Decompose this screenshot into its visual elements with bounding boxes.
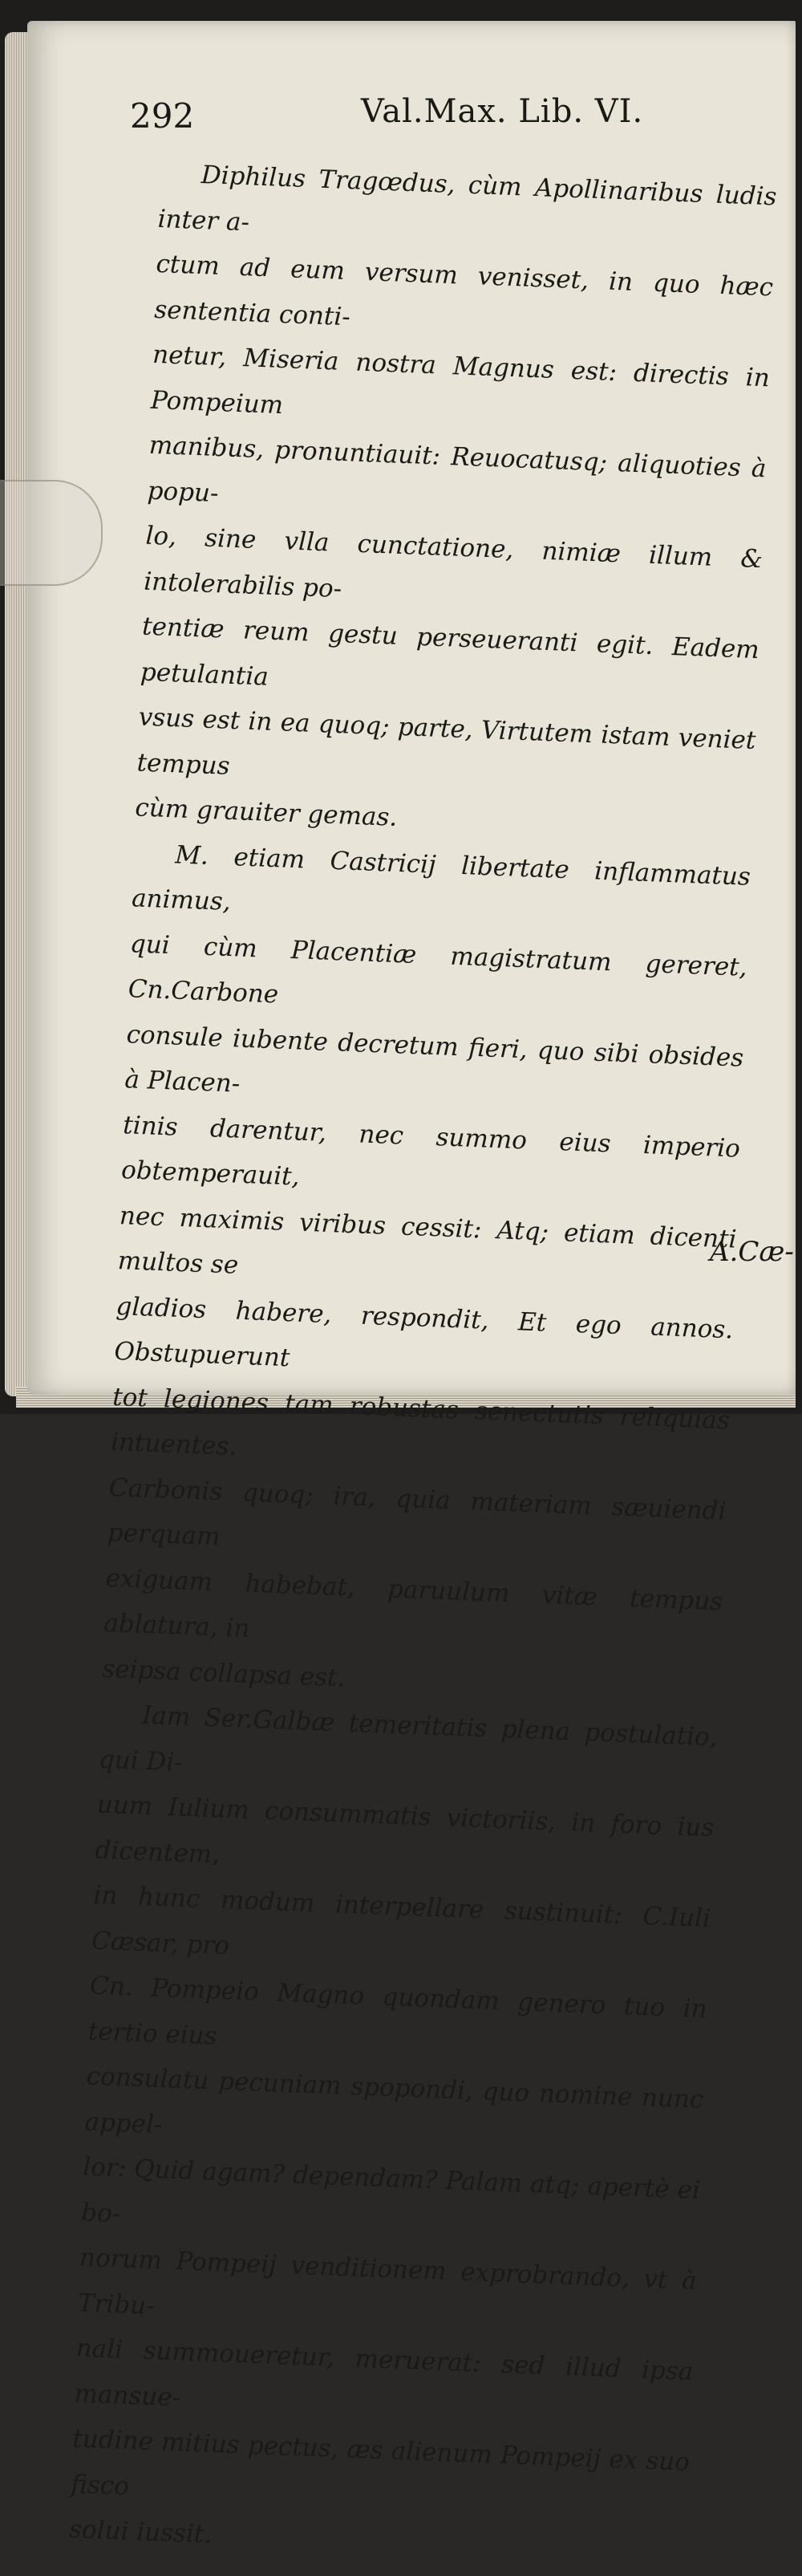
text-line: vsus est in ea quoq; parte, Virtutem istam veniet tempus [136,702,757,781]
text-line: Diphilus Tragœdus, cùm Apollinaribus ludis inter a- [157,160,778,237]
text-line: seipsa collapsa est. [101,1654,346,1692]
running-head: Val.Max. Lib. VI. [361,93,644,130]
text-line: Iam Ser.Galbæ temeritatis plena postulatio, qui Di- [98,1700,719,1778]
text-line: nali summoueretur, meruerat: sed illud ipsa mansue- [73,2333,694,2412]
paragraph-diphilus [134,151,777,854]
text-line: lo, sine vlla cunctatione, nimiæ illum & intolerabilis po- [143,521,764,603]
text-line: tinis darentur, nec summo eius imperio obtemperauit, [120,1110,741,1192]
paragraph-galba [68,1692,719,2576]
text-line: ctum ad eum versum venisset, in quo hæc sententia conti- [153,249,774,331]
text-line: nec maximis viribus cessit: Atq; etiam dicenti multos se [117,1201,738,1280]
text-line: Carbonis quoq; ira, quia materiam sæuiendi perquam [107,1473,727,1552]
text-line: solui iussit. [68,2514,213,2550]
catchword: A.Cæ- [710,1236,794,1268]
text-line: tentiæ reum gestu perseueranti egit. Eadem petulantia [140,611,760,692]
text-line: manibus, pronuntiauit: Reuocatusq; aliquoties à popu- [147,430,768,508]
text-line: tot legiones tam robustas senectutis reliquias intuentes. [110,1382,731,1461]
text-line: norum Pompeij venditionem exprobrando, vt à Tribu- [77,2243,698,2321]
text-line: tudine mitius pectus, æs alienum Pompeij ex suo fisco [70,2424,691,2501]
page-edges-left [5,32,29,1396]
paragraph-castricius [101,831,751,1715]
text-line: consule iubente decretum fieri, quo sibi obsides à Placen- [124,1019,744,1099]
text-line: Cn. Pompeio Magno quondam genero tuo in tertio eius [87,1971,708,2050]
body-text [68,151,777,2576]
page-number: 292 [130,96,195,136]
book-clip [0,480,103,586]
text-line: lor: Quid agam? dependam? Palam atq; apertè ei bo- [80,2152,701,2229]
text-line: netur, Miseria nostra Magnus est: directis in Pompeium [150,339,771,420]
text-line: in hunc modum interpellare sustinuit: C.Iuli Cæsar, pro [91,1880,711,1960]
text-line: qui cùm Placentiæ magistratum gereret, Cn.Carbone [128,928,748,1010]
text-line: cùm grauiter gemas. [134,793,398,832]
text-line: consulatu pecuniam spopondi, quo nomine nunc appel- [83,2062,704,2139]
text-line: exiguam habebat, paruulum vitæ tempus ablatura, in [103,1563,723,1644]
text-line: gladios habere, respondit, Et ego annos. Obstupuerunt [113,1291,734,1373]
text-line: M. etiam Castricij libertate inflammatus animus, [131,839,751,917]
text-line: uum Iulium consummatis victoriis, in foro ius dicentem, [94,1790,715,1869]
